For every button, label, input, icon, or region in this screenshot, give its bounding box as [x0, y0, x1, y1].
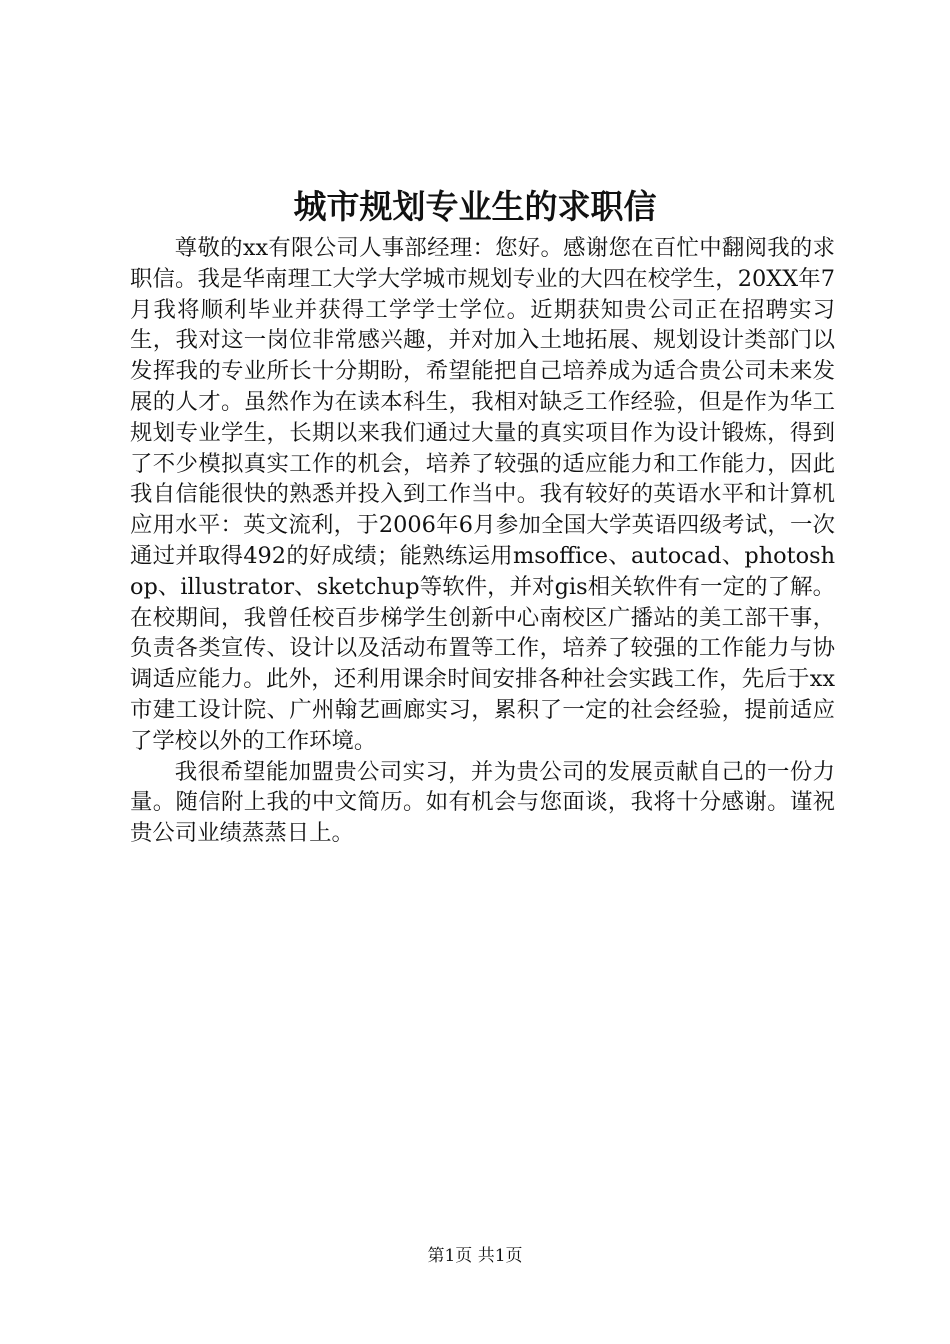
letter-body [130, 233, 835, 849]
page-number: 第1页 共1页 [427, 1246, 523, 1266]
paragraph-closing: 我很希望能加盟贵公司实习，并为贵公司的发展贡献自己的一份力量。随信附上我的中文简历。如有机会与您面谈，我将十分感谢。谨祝贵公司业绩蒸蒸日上。 [130, 758, 835, 847]
document-title: 城市规划专业生的求职信 [293, 187, 657, 226]
paragraph-introduction: 尊敬的xx有限公司人事部经理：您好。感谢您在百忙中翻阅我的求职信。我是华南理工大学大学城市规划专业的大四在校学生，20XX年7月我将顺利毕业并获得工学学士学位。近期获知贵公司正在招聘实习生，我对这一岗位非常感兴趣，并对加入土地拓展、规划设计类部门以发挥我的专业所长十分期盼，希望能把自己培养成为适合贵公司未来发展的人才。虽然作为在读本科生，我相对缺乏工作经验，但是作为华工规划专业学生，长期以来我们通过大量的真实项目作为设计锻炼，得到了不少模拟真实工作的机会，培养了较强的适应能力和工作能力，因此我自信能很快的熟悉并投入到工作当中。我有较好的英语水平和计算机应用水平：英文流利，于2006年6月参加全国大学英语四级考试，一次通过并取得492的好成绩；能熟练运用msoffice、autocad、photoshop、illustrator、sketchup等软件，并对gis相关软件有一定的了解。在校期间，我曾任校百步梯学生创新中心南校区广播站的美工部干事，负责各类宣传、设计以及活动布置等工作，培养了较强的工作能力与协调适应能力。此外，还利用课余时间安排各种社会实践工作，先后于xx市建工设计院、广州翰艺画廊实习，累积了一定的社会经验，提前适应了学校以外的工作环境。 [130, 235, 835, 754]
